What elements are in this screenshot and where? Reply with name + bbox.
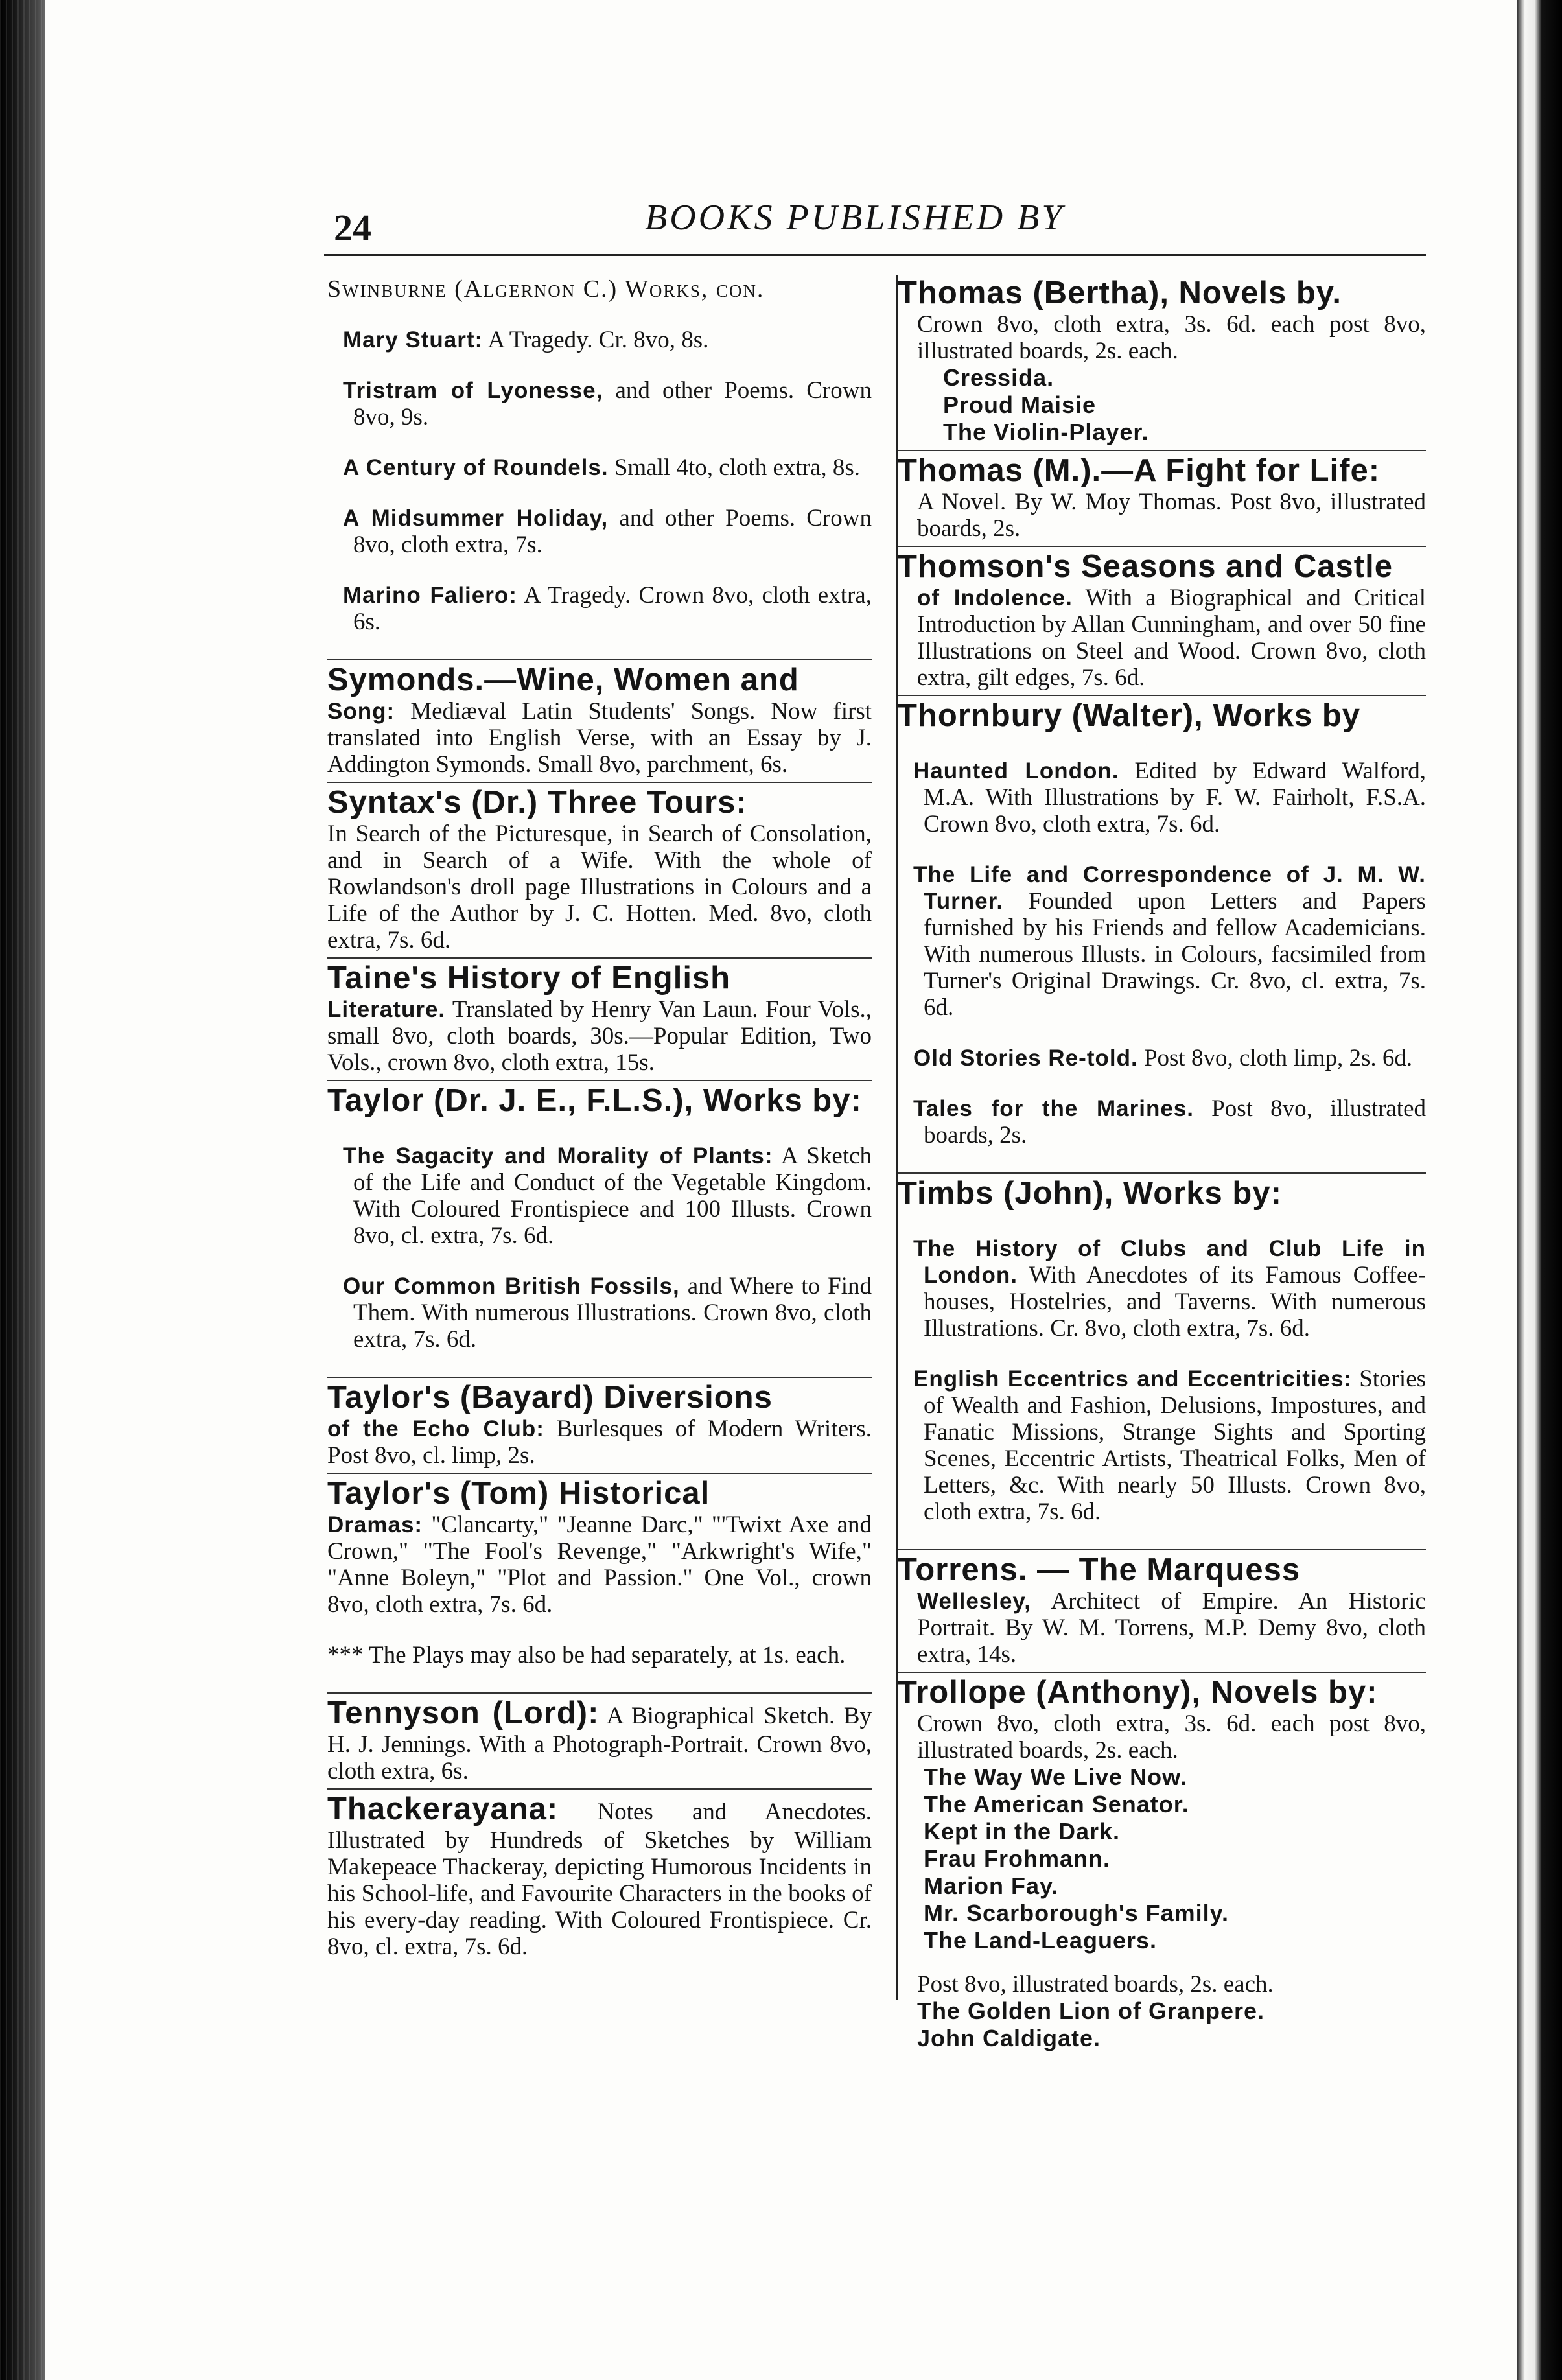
sub-item: Mary Stuart: A Tragedy. Cr. 8vo, 8s. [343, 327, 709, 353]
sub-item: The History of Clubs and Club Life in London. With Anecdotes of its Famous Coffee-houses, Hostelries, and Taverns. With numerous Illustrations. Cr. 8vo, cloth extra, 7s. 6d. [913, 1236, 1426, 1342]
entry-body: Crown 8vo, cloth extra, 3s. 6d. each post 8vo, illustrated boards, 2s. each. [917, 1710, 1426, 1764]
sub-item: Marino Faliero: A Tragedy. Crown 8vo, cloth extra, 6s. [343, 582, 872, 635]
entry-thornbury [898, 695, 1426, 1149]
sub-item: English Eccentrics and Eccentricities: Stories of Wealth and Fashion, Delusions, Impostures, and Fanatic Missions, Strange Sights and Sporting Scenes, Eccentric Artists, Theatrical Folks, Men of Letters, &c. With nearly 50 Illusts. Crown 8vo, cloth extra, 7s. 6d. [913, 1366, 1427, 1525]
entry-body: Literature. Translated by Henry Van Laun. Four Vols., small 8vo, cloth boards, 30s.—Popular Edition, Two Vols., crown 8vo, cloth extra, 15s. [327, 996, 872, 1076]
novel-title: The Golden Lion of Granpere. [917, 1998, 1265, 2024]
sub-item: A Century of Roundels. Small 4to, cloth extra, 8s. [343, 454, 861, 481]
entry-body: of the Echo Club: Burlesques of Modern Writers. Post 8vo, cl. limp, 2s. [327, 1416, 872, 1469]
entry-heading: Taine's History of English [327, 961, 731, 996]
entry-taylor-tom [327, 1473, 872, 1668]
entry-symonds [327, 659, 872, 778]
entry-heading: Trollope (Anthony), Novels by: [898, 1675, 1378, 1710]
entry-body: Dramas: "Clancarty," "Jeanne Darc," "'Twixt Axe and Crown," "The Fool's Revenge," "Arkwright's Wife," "Anne Boleyn," "Plot and Passion." One Vol., crown 8vo, cloth extra, 7s. 6d. [327, 1511, 872, 1618]
header-rule [324, 254, 1426, 256]
novel-title: Mr. Scarborough's Family. [924, 1900, 1229, 1926]
sub-item: Tales for the Marines. Post 8vo, illustrated boards, 2s. [913, 1095, 1426, 1149]
entry-heading: Thomas (M.).—A Fight for Life: [898, 453, 1381, 488]
entry-heading: Taylor's (Tom) Historical [327, 1476, 710, 1511]
sub-item: Haunted London. Edited by Edward Walford, M.A. With Illustrations by F. W. Fairholt, F.S.A. Crown 8vo, cloth extra, 7s. 6d. [913, 758, 1426, 837]
novel-title: Frau Frohmann. [924, 1845, 1111, 1872]
page-number: 24 [334, 207, 371, 249]
running-head: BOOKS PUBLISHED BY [645, 198, 1065, 238]
entry-heading: Thornbury (Walter), Works by [898, 698, 1361, 733]
entry-thomson [898, 546, 1426, 691]
entry-heading: Swinburne (Algernon C.) Works, con. [327, 275, 765, 303]
sub-item: The Life and Correspondence of J. M. W. Turner. Founded upon Letters and Papers furnished by his Friends and fellow Academicians. With numerous Illusts. in Colours, facsimiled from Turner's Original Drawings. Cr. 8vo, cl. extra, 7s. 6d. [913, 862, 1426, 1021]
left-column [327, 275, 872, 1960]
novel-title: Proud Maisie [943, 391, 1097, 418]
entry-body: Song: Mediæval Latin Students' Songs. Now first translated into English Verse, with an Essay by J. Addington Symonds. Small 8vo, parchment, 6s. [327, 698, 872, 778]
entry-timbs [898, 1172, 1426, 1525]
entry-note: *** The Plays may also be had separately, at 1s. each. [327, 1642, 846, 1668]
entry-heading: Thomson's Seasons and Castle [898, 549, 1393, 584]
entry-body: Wellesley, Architect of Empire. An Historic Portrait. By W. M. Torrens, M.P. Demy 8vo, cloth extra, 14s. [917, 1588, 1426, 1668]
entry-body: Thackerayana: Notes and Anecdotes. Illustrated by Hundreds of Sketches by William Makepeace Thackeray, depicting Humorous Incidents in his School-life, and Favourite Characters in the books of his every-day reading. With Coloured Frontispiece. Cr. 8vo, cl. extra, 7s. 6d. [327, 1791, 872, 1960]
entry-body: In Search of the Picturesque, in Search of Consolation, and in Search of a Wife. With the whole of Rowlandson's droll page Illustrations in Colours and a Life of the Author by J. C. Hotten. Med. 8vo, cloth extra, 7s. 6d. [327, 821, 872, 953]
entry-heading: Timbs (John), Works by: [898, 1176, 1282, 1211]
entry-taylor-je [327, 1080, 872, 1353]
entry-taylor-bayard [327, 1377, 872, 1469]
sub-item: Old Stories Re-told. Post 8vo, cloth limp, 2s. 6d. [913, 1045, 1413, 1071]
sub-item: Tristram of Lyonesse, and other Poems. Crown 8vo, 9s. [343, 377, 872, 430]
right-column [898, 275, 1426, 2052]
page-right-edge [1517, 0, 1562, 2380]
entry-thomas-m [898, 450, 1426, 542]
entry-heading: Symonds.—Wine, Women and [327, 662, 799, 697]
entry-trollope [898, 1672, 1426, 2052]
page-header [334, 194, 1429, 253]
entry-body: Crown 8vo, cloth extra, 3s. 6d. each post 8vo, illustrated boards, 2s. each. [917, 311, 1426, 364]
entry-taine [327, 957, 872, 1076]
entry-thomas-bertha [898, 275, 1426, 446]
entry-heading: Taylor's (Bayard) Diversions [327, 1380, 773, 1415]
entry-tennyson [327, 1692, 872, 1784]
novel-title: The Violin-Player. [943, 419, 1149, 445]
entry-heading: Syntax's (Dr.) Three Tours: [327, 785, 747, 820]
entry-torrens [898, 1549, 1426, 1668]
sub-item: The Sagacity and Morality of Plants: A Sketch of the Life and Conduct of the Vegetable Kingdom. With Coloured Frontispiece and 100 Illusts. Crown 8vo, cl. extra, 7s. 6d. [343, 1143, 872, 1249]
entry-body: A Novel. By W. Moy Thomas. Post 8vo, illustrated boards, 2s. [917, 489, 1426, 542]
entry-thackerayana [327, 1788, 872, 1960]
novel-title: The Land-Leaguers. [924, 1927, 1158, 1954]
sub-item: A Midsummer Holiday, and other Poems. Crown 8vo, cloth extra, 7s. [343, 505, 872, 558]
novel-title: Kept in the Dark. [924, 1818, 1121, 1845]
novel-title: Marion Fay. [924, 1872, 1059, 1899]
entry-syntax [327, 782, 872, 953]
entry-body: of Indolence. With a Biographical and Critical Introduction by Allan Cunningham, and over 50 fine Illustrations on Steel and Wood. Crown 8vo, cloth extra, gilt edges, 7s. 6d. [917, 585, 1426, 691]
entry-body-secondary: Post 8vo, illustrated boards, 2s. each. [917, 1971, 1274, 1998]
entry-body: Tennyson (Lord): A Biographical Sketch. By H. J. Jennings. With a Photograph-Portrait. Crown 8vo, cloth extra, 6s. [327, 1696, 872, 1784]
entry-heading: Torrens. — The Marquess [898, 1552, 1301, 1587]
sub-item: Our Common British Fossils, and Where to Find Them. With numerous Illustrations. Crown 8vo, cloth extra, 7s. 6d. [343, 1273, 872, 1353]
entry-swinburne [327, 275, 872, 635]
novel-title: John Caldigate. [917, 2025, 1101, 2051]
novel-title: The Way We Live Now. [924, 1764, 1187, 1790]
entry-heading: Thomas (Bertha), Novels by. [898, 275, 1342, 310]
entry-heading: Taylor (Dr. J. E., F.L.S.), Works by: [327, 1083, 862, 1118]
novel-title: Cressida. [943, 364, 1055, 391]
novel-title: The American Senator. [924, 1791, 1189, 1817]
